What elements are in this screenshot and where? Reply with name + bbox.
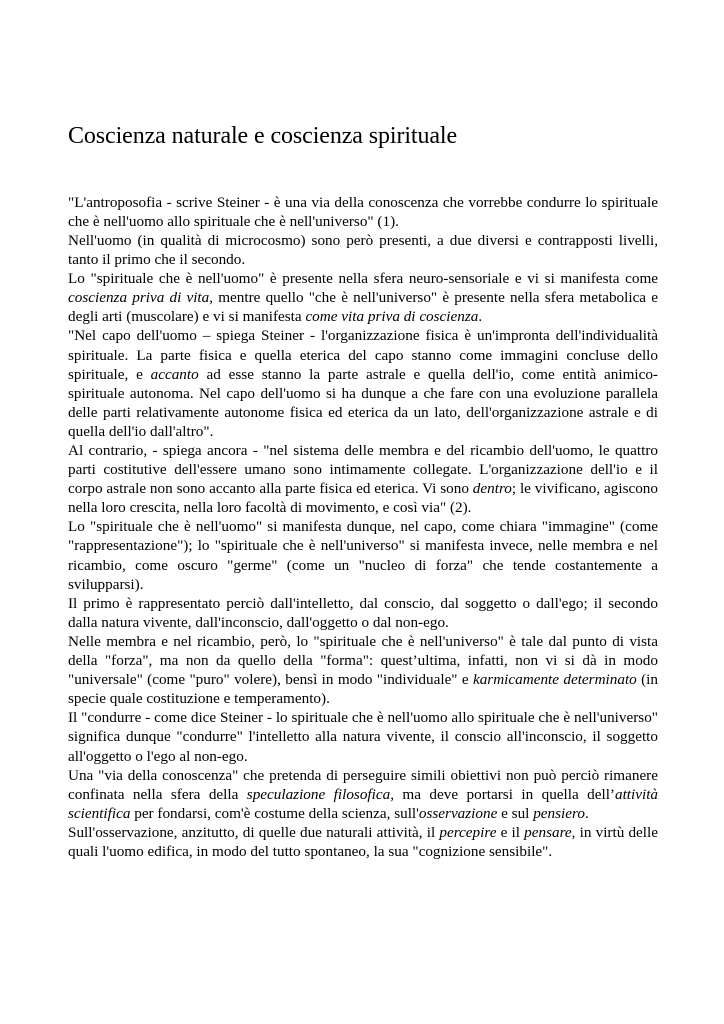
italic-text: percepire (439, 823, 497, 841)
text-run: Il "condurre - come dice Steiner - lo spirituale che è nell'uomo allo spirituale che è nell'universo" significa dunque "condurre" l'intelletto alla natura vivente, il conscio all'inconscio, il soggetto all'oggetto o l'ego al non-ego. (68, 709, 658, 765)
paragraph (68, 823, 658, 861)
document-body (68, 193, 658, 861)
paragraph (68, 594, 658, 632)
text-run: , ma deve portarsi in quella dell’ (390, 785, 615, 803)
text-run: e il (496, 823, 525, 841)
italic-text: pensare (524, 823, 572, 841)
text-run: , in virtù delle quali l'uomo edifica, in modo del tutto spontaneo, la sua "cognizione sensibile". (68, 823, 658, 860)
text-run: "Nel capo dell'uomo – spiega Steiner - l'organizzazione fisica è un'impronta dell'individualità spirituale. La parte fisica e quella eterica del capo stanno come immagini concluse dello spirituale, e (68, 327, 658, 383)
paragraph (68, 632, 658, 708)
document-title: Coscienza naturale e coscienza spirituale (68, 123, 458, 149)
italic-text: dentro (472, 480, 512, 498)
italic-text: speculazione filosofica (246, 785, 391, 803)
document-page (68, 122, 658, 861)
text-run: Al contrario, - spiega ancora - "nel sistema delle membra e del ricambio dell'uomo, le quattro parti costitutive dell'essere umano sono intimamente collegate. L'organizzazione dell'io e il corpo astrale non sono accanto alla parte fisica ed eterica. Vi sono (68, 442, 658, 498)
text-run: "L'antroposofia - scrive Steiner - è una via della conoscenza che vorrebbe condurre lo spirituale che è nell'uomo allo spirituale che è nell'universo" (1). (68, 193, 658, 230)
text-run: ; le vivificano, agiscono nella loro crescita, nella loro facoltà di movimento, e così via" (2). (68, 480, 658, 517)
text-run: e sul (497, 804, 534, 822)
italic-text: karmicamente determinato (472, 671, 637, 689)
text-run: Nell'uomo (in qualità di microcosmo) sono però presenti, a due diversi e contrapposti livelli, tanto il primo che il secondo. (68, 231, 658, 269)
text-run: Una "via della conoscenza" che pretenda di perseguire simili obiettivi non può perciò rimanere confinata nella sfera della (68, 766, 658, 803)
text-run: Il primo è rappresentato perciò dall'intelletto, dal conscio, dal soggetto o dall'ego; il secondo dalla natura vivente, dall'inconscio, dall'oggetto o dal non-ego. (68, 594, 658, 631)
text-run: . (584, 804, 589, 822)
text-run: Lo "spirituale che è nell'uomo" è presente nella sfera neuro-sensoriale e vi si manifesta come (68, 270, 658, 288)
text-run: Sull'osservazione, anzitutto, di quelle due naturali attività, il (68, 823, 440, 841)
text-run: per fondarsi, com'è costume della scienza, sull' (130, 804, 419, 822)
paragraph (68, 517, 658, 593)
italic-text: come vita priva di coscienza (305, 308, 479, 326)
italic-text: attività scientifica (68, 785, 659, 822)
paragraph (68, 193, 658, 231)
italic-text: pensiero (533, 804, 585, 822)
text-run: , mentre quello "che è nell'universo" è presente nella sfera metabolica e degli arti (muscolare) e vi si manifesta (68, 289, 658, 326)
text-run: . (478, 308, 483, 326)
paragraph (68, 708, 658, 765)
paragraph (68, 269, 658, 326)
paragraph (68, 766, 658, 823)
italic-text: osservazione (418, 804, 498, 822)
text-run: (in specie quale costituzione e temperamento). (68, 671, 658, 708)
italic-text: accanto (150, 365, 199, 383)
text-run: Nelle membra e nel ricambio, però, lo "spirituale che è nell'universo" è tale dal punto di vista della "forza", ma non da quello della "forma": quest’ultima, infatti, non vi si dà in modo "universale" (come "puro" volere), bensì in modo "individuale" e (68, 632, 658, 689)
text-run: Lo "spirituale che è nell'uomo" si manifesta dunque, nel capo, come chiara "immagine" (come "rappresentazione"); lo "spirituale che è nell'universo" si manifesta invece, nelle membra e nel ricambio, come oscuro "germe" (come un "nucleo di forza" che tende costantemente a svilupparsi). (68, 518, 658, 593)
paragraph (68, 441, 658, 517)
text-run: ad esse stanno la parte astrale e quella dell'io, come entità animico-spirituale autonoma. Nel capo dell'uomo si ha dunque a che fare con una evoluzione parallela delle parti relativamente autonome fisica ed eterica da un lato, dell'organizzazione astrale e di quella dell'io dall'altro". (68, 365, 658, 440)
italic-text: coscienza priva di vita (68, 289, 210, 307)
paragraph (68, 326, 658, 441)
paragraph (68, 231, 658, 269)
